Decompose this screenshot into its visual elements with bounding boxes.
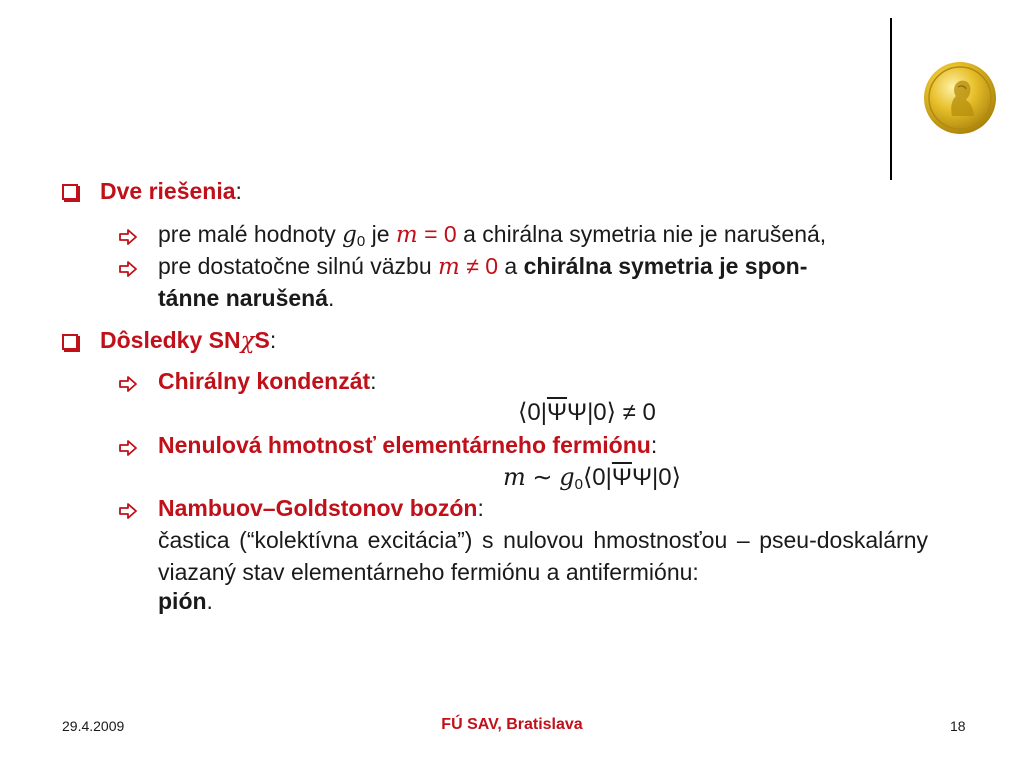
nobel-medal-icon — [922, 60, 998, 136]
bullet-heading: Dve riešenia — [100, 178, 236, 204]
subbullet-silnu-vazbu: pre dostatočne silnú väzbu m ≠ 0 a chirálna symetria je spon- — [158, 253, 808, 280]
arrow-bullet-icon — [118, 440, 138, 456]
equation-mass: m ∼ $g_0⟨0|\overline{\Psi}\Psi|0⟩$ — [503, 463, 681, 493]
header-divider — [890, 18, 892, 180]
arrow-bullet-icon — [118, 229, 138, 245]
arrow-bullet-icon — [118, 376, 138, 392]
square-bullet-icon — [62, 334, 78, 350]
pion-line: pión. — [158, 588, 213, 614]
footer-institution: FÚ SAV, Bratislava — [441, 716, 583, 733]
footer-date: 29.4.2009 — [62, 718, 125, 734]
arrow-bullet-icon — [118, 261, 138, 277]
bullet-dosledky: Dôsledky SNχS: — [100, 327, 277, 354]
nambu-goldstone-description: častica (“kolektívna excitácia”) s nulovou hmostnosťou – pseu-doskalárny viazaný stav elementárneho fermiónu a antifermiónu: — [158, 527, 928, 585]
subbullet-male-hodnoty: pre malé hodnoty $g_0$ je m = 0 a chirálna symetria nie je narušená, — [158, 221, 827, 250]
subbullet-chiralny-kondenzat: Chirálny kondenzát: — [158, 368, 377, 394]
square-bullet-icon — [62, 184, 78, 200]
subbullet-silnu-vazbu-line2: tánne narušená. — [158, 285, 335, 311]
bullet-dve-riesenia: Dve riešenia: — [100, 178, 242, 204]
subbullet-nenulova-hmotnost: Nenulová hmotnosť elementárneho fermiónu: — [158, 432, 658, 458]
subbullet-nambu-goldstone: Nambuov–Goldstonov bozón: — [158, 495, 484, 521]
page-number: 18 — [950, 718, 966, 734]
equation-condensate: $⟨0|\overline{\Psi}\Psi|0⟩ \ne 0$ — [518, 399, 656, 426]
arrow-bullet-icon — [118, 503, 138, 519]
